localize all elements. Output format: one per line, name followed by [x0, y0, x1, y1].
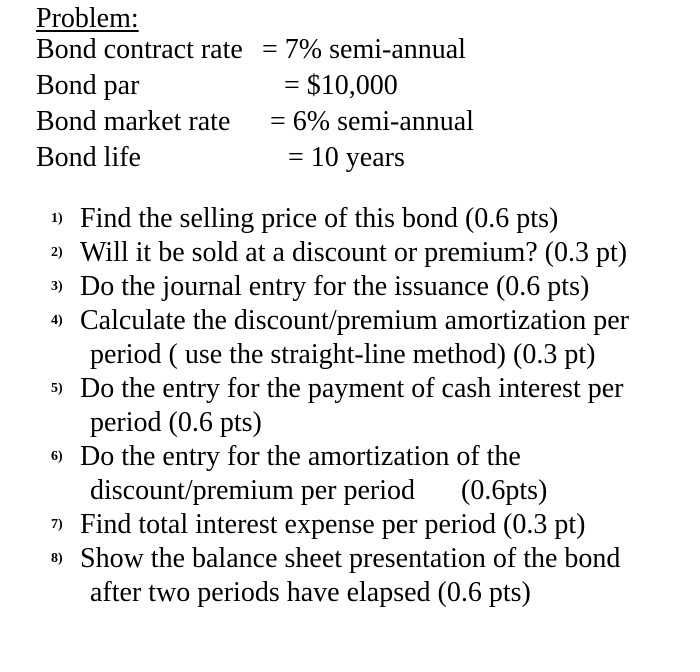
- question-text: Will it be sold at a discount or premium? (0.3 pt): [80, 237, 628, 268]
- question-text-continued: after two periods have elapsed (0.6 pts): [90, 577, 531, 608]
- definition-label: Bond life: [36, 142, 141, 173]
- question-text: Show the balance sheet presentation of the bond: [80, 543, 621, 574]
- question-item: [51, 202, 700, 236]
- question-number: 1): [51, 211, 63, 226]
- question-number: 8): [51, 551, 63, 566]
- question-number: 2): [51, 245, 63, 260]
- question-number: 4): [51, 313, 63, 328]
- question-number: 3): [51, 279, 63, 294]
- question-item: [51, 270, 700, 304]
- definition-contract-rate: [36, 32, 676, 68]
- definition-life: [36, 140, 676, 176]
- question-number: 6): [51, 449, 63, 464]
- question-text: Do the entry for the payment of cash interest per: [80, 373, 624, 404]
- question-number: 7): [51, 517, 63, 532]
- question-item: [51, 236, 700, 270]
- definition-market-rate: [36, 104, 676, 140]
- question-item: [51, 542, 700, 610]
- question-points: (0.6pts): [461, 475, 548, 506]
- question-text: Find total interest expense per period (0.3 pt): [80, 509, 586, 540]
- question-item: [51, 372, 700, 440]
- question-text: Do the entry for the amortization of the: [80, 441, 521, 472]
- definition-value: = $10,000: [284, 70, 398, 101]
- question-text: Find the selling price of this bond (0.6 pts): [80, 203, 559, 234]
- question-text-continued: period (0.6 pts): [90, 407, 262, 438]
- question-text-part: discount/premium per period: [90, 475, 416, 506]
- definition-par: [36, 68, 676, 104]
- question-list: [0, 202, 700, 610]
- question-item: [51, 508, 700, 542]
- problem-title: Problem:: [36, 3, 139, 34]
- definition-value: = 10 years: [288, 142, 405, 173]
- question-item: [51, 440, 700, 508]
- question-text-continued: [80, 474, 700, 508]
- definition-value: = 6% semi-annual: [270, 106, 474, 137]
- definition-label: Bond market rate: [36, 106, 231, 137]
- question-text-continued: period ( use the straight-line method) (0.3 pt): [90, 339, 596, 370]
- definition-label: Bond contract rate: [36, 34, 243, 65]
- question-text: Do the journal entry for the issuance (0.6 pts): [80, 271, 590, 302]
- definition-label: Bond par: [36, 70, 140, 101]
- question-text: Calculate the discount/premium amortization per: [80, 305, 629, 336]
- question-number: 5): [51, 381, 63, 396]
- definition-value: = 7% semi-annual: [262, 34, 466, 65]
- question-item: [51, 304, 700, 372]
